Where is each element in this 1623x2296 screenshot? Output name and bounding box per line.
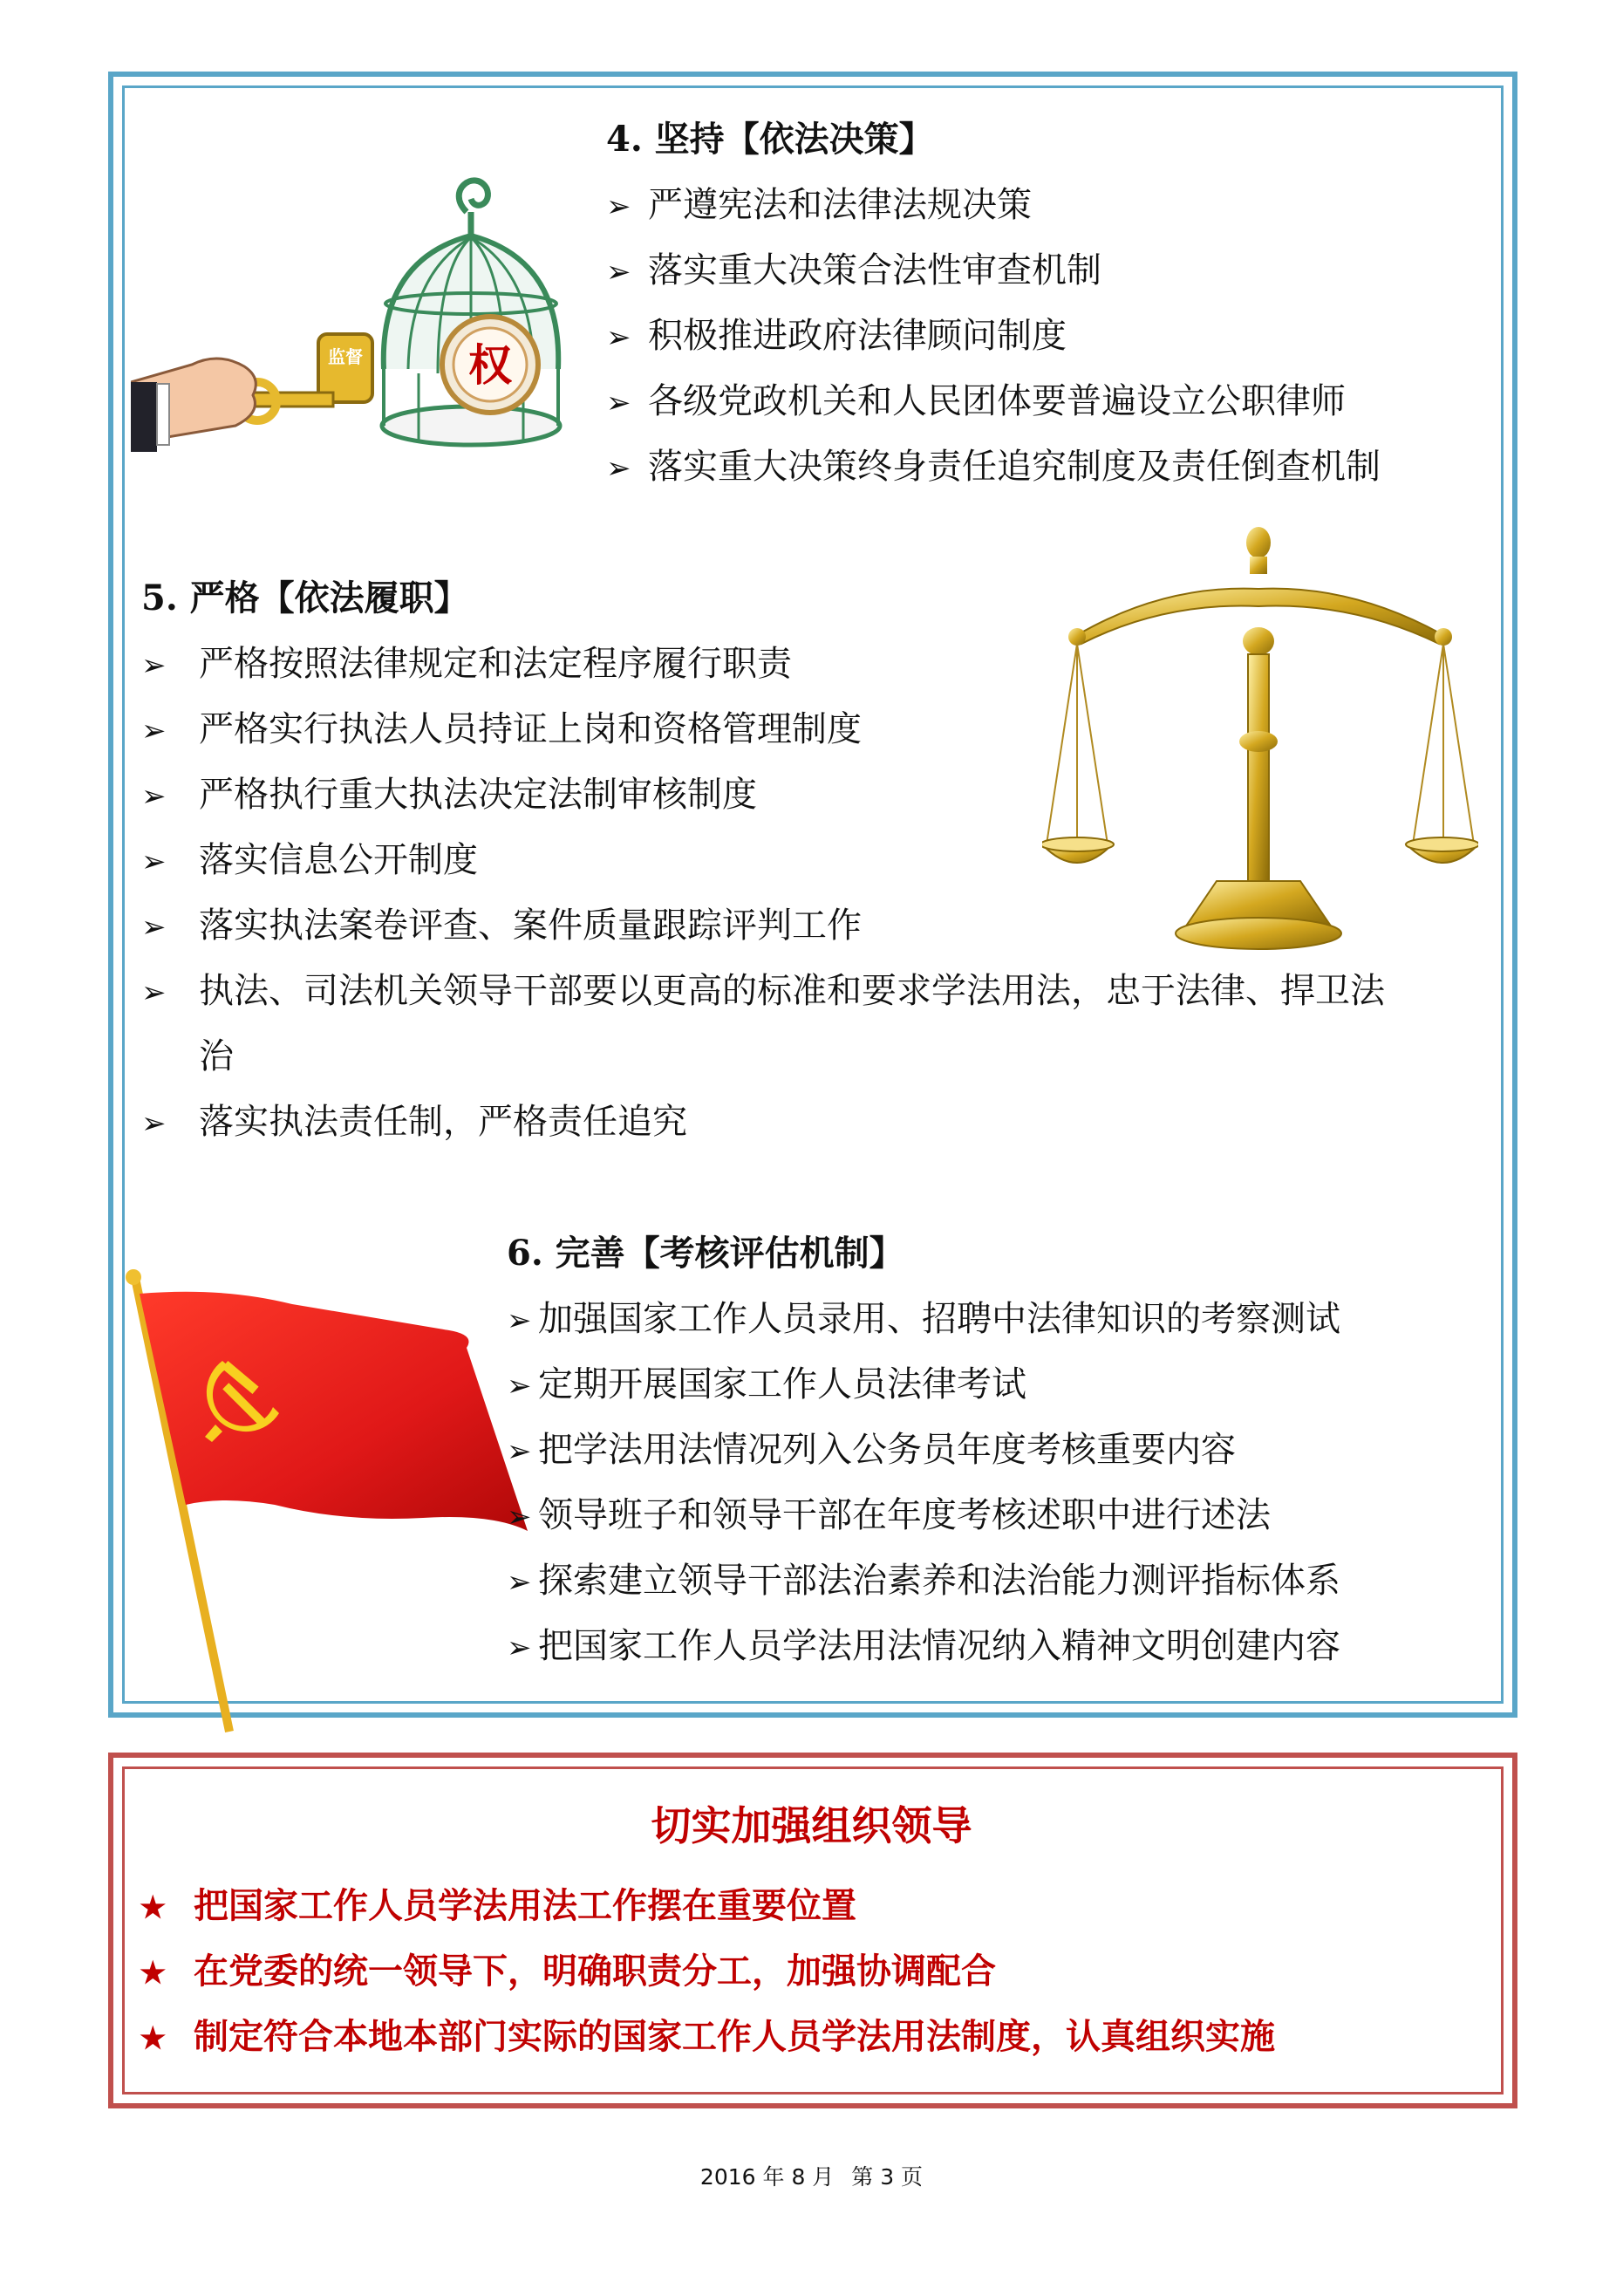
section5-item: ➢ 严格执行重大执法决定法制审核制度 bbox=[141, 775, 757, 815]
arrow-bullet-icon: ➢ bbox=[141, 714, 167, 748]
star-icon: ★ bbox=[140, 1956, 167, 1991]
section6-item: ➢ 领导班子和领导干部在年度考核述职中进行述法 bbox=[507, 1495, 1271, 1535]
arrow-bullet-icon: ➢ bbox=[507, 1565, 532, 1600]
footer-date: 2016 年 8 月 bbox=[699, 2164, 835, 2190]
arrow-bullet-icon: ➢ bbox=[606, 386, 631, 420]
star-icon: ★ bbox=[140, 2021, 167, 2056]
section5-title: 5. 严格【依法履职】 bbox=[141, 577, 469, 618]
arrow-bullet-icon: ➢ bbox=[507, 1434, 532, 1469]
birdcage-illustration bbox=[131, 164, 567, 491]
organization-item: ★ 制定符合本地本部门实际的国家工作人员学法用法制度，认真组织实施 bbox=[140, 2016, 1275, 2057]
arrow-bullet-icon: ➢ bbox=[507, 1500, 532, 1534]
section5-item: ➢ 严格实行执法人员持证上岗和资格管理制度 bbox=[141, 709, 862, 749]
section4-item: ➢ 落实重大决策合法性审查机制 bbox=[606, 250, 1101, 290]
section5-item: ➢ 落实信息公开制度 bbox=[141, 840, 478, 880]
organization-title: 切实加强组织领导 bbox=[651, 1802, 972, 1849]
cage-hook bbox=[459, 181, 488, 212]
arrow-bullet-icon: ➢ bbox=[606, 189, 631, 224]
arrow-bullet-icon: ➢ bbox=[141, 648, 167, 683]
section5-item-continuation: 治 bbox=[199, 1036, 234, 1076]
padlock-label: 监督 bbox=[328, 346, 363, 367]
organization-item: ★ 在党委的统一领导下，明确职责分工，加强协调配合 bbox=[140, 1951, 996, 1992]
arrow-bullet-icon: ➢ bbox=[606, 451, 631, 486]
arrow-bullet-icon: ➢ bbox=[606, 255, 631, 290]
arrow-bullet-icon: ➢ bbox=[507, 1303, 532, 1338]
section4-item: ➢ 积极推进政府法律顾问制度 bbox=[606, 316, 1067, 356]
arrow-bullet-icon: ➢ bbox=[606, 320, 631, 355]
organization-item: ★ 把国家工作人员学法用法工作摆在重要位置 bbox=[140, 1885, 856, 1926]
flag-cloth bbox=[140, 1292, 528, 1531]
section6-item: ➢ 定期开展国家工作人员法律考试 bbox=[507, 1364, 1026, 1404]
section5-item: ➢ 落实执法案卷评查、案件质量跟踪评判工作 bbox=[141, 905, 862, 946]
section6-item: ➢ 加强国家工作人员录用、招聘中法律知识的考察测试 bbox=[507, 1299, 1340, 1339]
section6-title: 6. 完善【考核评估机制】 bbox=[507, 1233, 904, 1274]
scales-of-justice-icon bbox=[1042, 523, 1478, 955]
sleeve bbox=[131, 382, 157, 452]
section4-item: ➢ 严遵宪法和法律法规决策 bbox=[606, 185, 1032, 225]
section6-item: ➢ 把学法用法情况列入公务员年度考核重要内容 bbox=[507, 1430, 1236, 1470]
section6-item: ➢ 探索建立领导干部法治素养和法治能力测评指标体系 bbox=[507, 1561, 1340, 1601]
power-ball-label: 权 bbox=[468, 339, 512, 391]
arrow-bullet-icon: ➢ bbox=[507, 1630, 532, 1665]
page-footer bbox=[0, 2160, 1623, 2191]
arrow-bullet-icon: ➢ bbox=[507, 1369, 532, 1404]
section5-item: ➢ 执法、司法机关领导干部要以更高的标准和要求学法用法，忠于法律、捍卫法 bbox=[141, 971, 1385, 1011]
party-flag-illustration bbox=[118, 1269, 545, 1740]
footer-page-number: 第 3 页 bbox=[851, 2164, 924, 2190]
section6-item: ➢ 把国家工作人员学法用法情况纳入精神文明创建内容 bbox=[507, 1626, 1340, 1666]
star-icon: ★ bbox=[140, 1890, 167, 1925]
arrow-bullet-icon: ➢ bbox=[141, 910, 167, 945]
section5-item: ➢ 严格按照法律规定和法定程序履行职责 bbox=[141, 644, 792, 684]
arrow-bullet-icon: ➢ bbox=[141, 975, 167, 1010]
section5-item: ➢ 落实执法责任制，严格责任追究 bbox=[141, 1102, 687, 1142]
arrow-bullet-icon: ➢ bbox=[141, 779, 167, 814]
section4-title: 4. 坚持【依法决策】 bbox=[606, 119, 934, 160]
arrow-bullet-icon: ➢ bbox=[141, 844, 167, 879]
arrow-bullet-icon: ➢ bbox=[141, 1106, 167, 1141]
section4-item: ➢ 落实重大决策终身责任追究制度及责任倒查机制 bbox=[606, 447, 1381, 487]
section4-item: ➢ 各级党政机关和人民团体要普遍设立公职律师 bbox=[606, 381, 1346, 421]
